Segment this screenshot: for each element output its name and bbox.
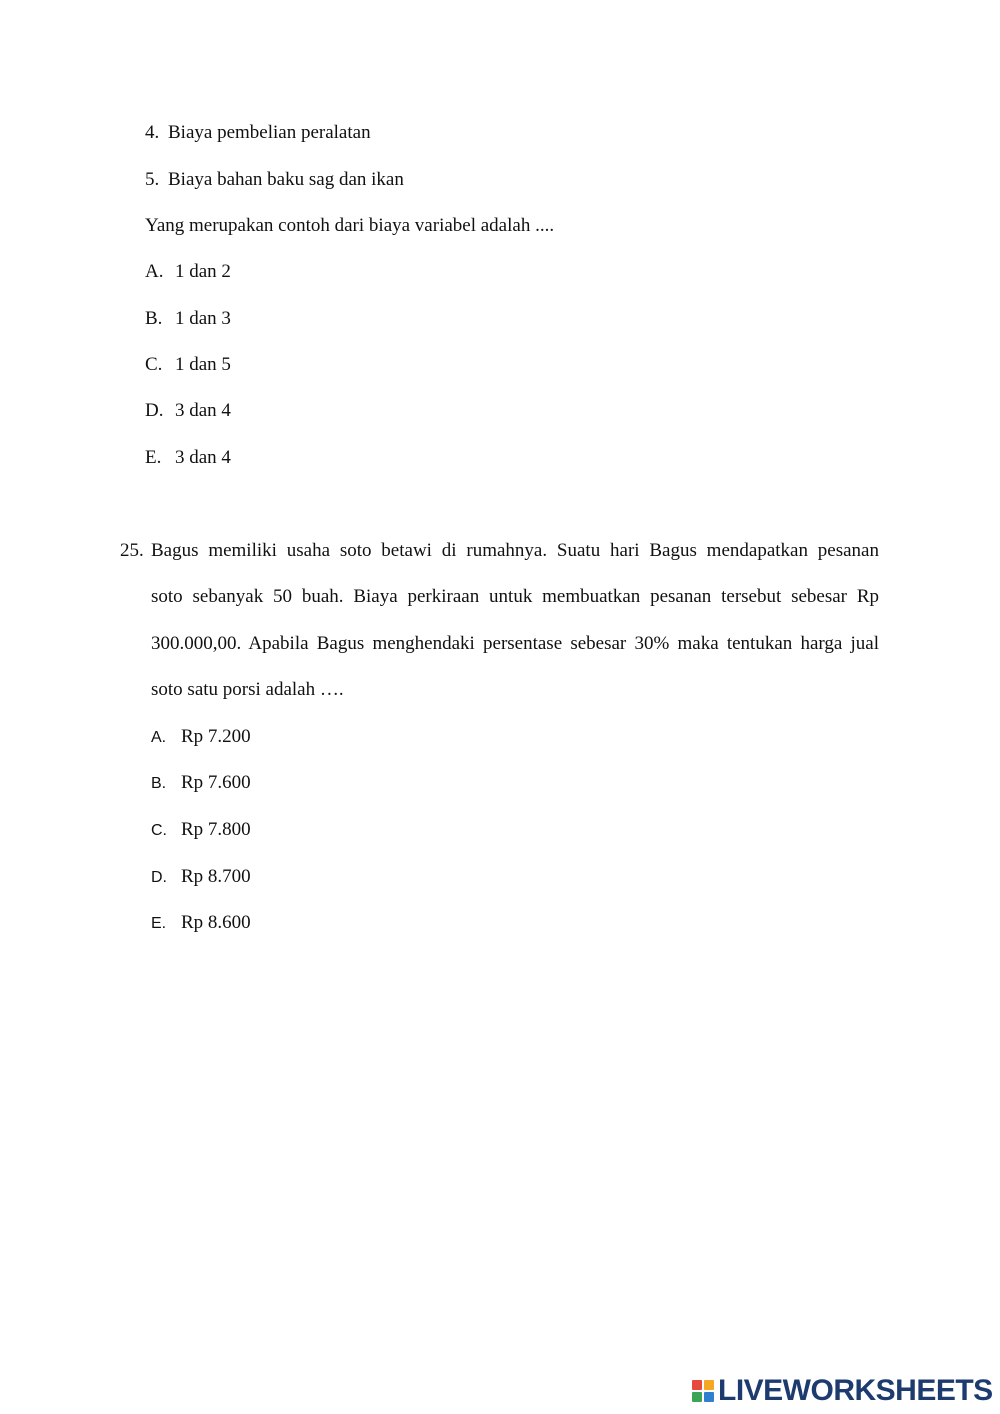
option-e[interactable] [145,446,231,470]
liveworksheets-logo [692,1373,993,1409]
option-letter: A. [145,261,164,282]
option-text: Rp 7.800 [181,819,251,840]
option-text: 3 dan 4 [175,400,231,421]
option-a[interactable] [151,725,251,750]
option-text: Rp 7.600 [181,772,251,793]
option-b[interactable] [151,771,251,796]
list-item-number: 5. [145,169,160,190]
logo-square-icon [692,1392,702,1402]
list-item [145,121,371,145]
option-letter: E. [145,447,162,468]
option-b[interactable] [145,307,231,331]
option-d[interactable] [151,865,251,890]
option-letter: C. [145,354,163,375]
question-prompt: Yang merupakan contoh dari biaya variabel adalah .... [145,215,555,236]
option-text: 3 dan 4 [175,447,231,468]
list-item-text: Biaya pembelian peralatan [168,122,371,143]
logo-square-icon [704,1380,714,1390]
logo-text: LIVEWORKSHEETS [718,1374,993,1407]
list-item-text: Biaya bahan baku sag dan ikan [168,169,404,190]
list-item-number: 4. [145,122,160,143]
question-text-line: Bagus memiliki usaha soto betawi di rumahnya. Suatu hari Bagus mendapatkan pesanan [151,540,879,561]
option-text: 1 dan 5 [175,354,231,375]
option-letter: B. [145,308,163,329]
logo-mark-icon [692,1380,714,1402]
option-text: Rp 8.700 [181,866,251,887]
option-letter: E. [151,915,167,932]
option-a[interactable] [145,260,231,284]
option-letter: A. [151,729,167,746]
option-letter: D. [151,869,167,886]
option-c[interactable] [151,818,251,843]
option-e[interactable] [151,911,251,936]
option-letter: D. [145,400,164,421]
logo-square-icon [704,1392,714,1402]
option-text: 1 dan 2 [175,261,231,282]
question-number: 25. [120,540,144,561]
option-letter: B. [151,775,167,792]
logo-square-icon [692,1380,702,1390]
option-text: Rp 8.600 [181,912,251,933]
question-text-line: 300.000,00. Apabila Bagus menghendaki persentase sebesar 30% maka tentukan harga jual [151,633,879,654]
list-item [145,168,404,192]
option-c[interactable] [145,353,231,377]
option-text: Rp 7.200 [181,726,251,747]
option-text: 1 dan 3 [175,308,231,329]
question-text-line: soto sebanyak 50 buah. Biaya perkiraan untuk membuatkan pesanan tersebut sebesar Rp [151,586,879,607]
option-letter: C. [151,822,167,839]
question-text-line: soto satu porsi adalah …. [151,679,344,700]
option-d[interactable] [145,399,231,423]
